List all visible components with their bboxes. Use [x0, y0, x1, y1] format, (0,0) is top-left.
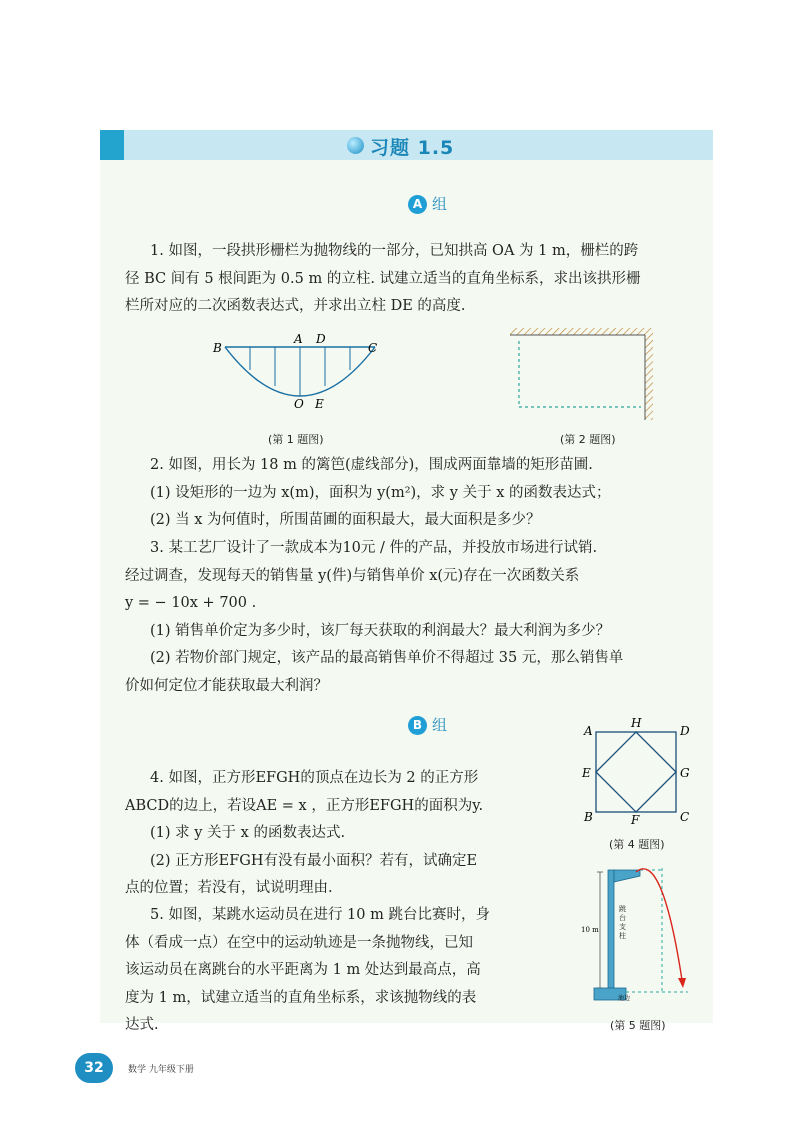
fig5-platform-label: 跳台支柱 — [619, 905, 626, 940]
fig4-label-a: A — [584, 724, 593, 738]
figure-1-caption: (第 1 题图) — [268, 433, 324, 446]
problem-2-line: 2. 如图，用长为 18 m 的篱笆(虚线部分)，围成两面靠墙的矩形苗圃. — [150, 457, 593, 473]
fig4-label-b: B — [584, 810, 593, 824]
problem-5-line: 该运动员在离跳台的水平距离为 1 m 处达到最高点，高 — [125, 962, 481, 978]
problem-4-line: ABCD的边上，若设AE = x ，正方形EFGH的面积为y. — [125, 797, 484, 814]
problem-5-line: 体（看成一点）在空中的运动轨迹是一条抛物线，已知 — [125, 934, 473, 951]
group-a-badge: A — [408, 195, 427, 214]
group-a-label: 组 — [432, 195, 448, 213]
problem-2 — [150, 452, 610, 535]
fig4-label-c: C — [680, 810, 690, 824]
group-b-heading — [408, 714, 447, 735]
problem-3-line: 经过调查，发现每天的销售量 y(件)与销售单价 x(元)存在一次函数关系 — [125, 567, 580, 584]
problem-4-question-1: (1) 求 y 关于 x 的函数表达式. — [150, 825, 346, 841]
figure-5-diving — [578, 860, 696, 1008]
problem-5-line: 5. 如图，某跳水运动员在进行 10 m 跳台比赛时，身 — [150, 907, 490, 923]
figure-5-caption: (第 5 题图) — [610, 1019, 666, 1032]
group-a-heading — [408, 193, 447, 214]
problem-3-question-2-cont: 价如何定位才能获取最大利润？ — [125, 677, 328, 694]
problem-1-line: 栏所对应的二次函数表达式，并求出立柱 DE 的高度. — [125, 298, 466, 314]
page-title: 习题 1.5 — [370, 137, 455, 159]
problem-1 — [125, 238, 641, 321]
figure-2-caption: (第 2 题图) — [560, 433, 616, 446]
fig1-label-b: B — [213, 341, 222, 355]
globe-icon — [347, 137, 364, 154]
problem-3 — [125, 535, 624, 700]
problem-5-line: 度为 1 m，试建立适当的直角坐标系，求该抛物线的表 — [125, 989, 477, 1006]
fig5-water-label: 池边 — [618, 995, 631, 1002]
figure-4-caption: (第 4 题图) — [609, 838, 665, 851]
problem-5 — [125, 902, 490, 1040]
fig1-label-a: A — [294, 332, 303, 346]
problem-4 — [125, 765, 484, 903]
problem-4-question-2-cont: 点的位置；若没有，试说明理由. — [125, 880, 333, 896]
running-title: 数学 九年级下册 — [128, 1065, 194, 1075]
fig1-label-c: C — [368, 341, 378, 355]
problem-3-question-2: (2) 若物价部门规定，该产品的最高销售单价不得超过 35 元，那么销售单 — [150, 650, 624, 666]
figure-4-squares — [578, 714, 696, 826]
problem-1-line: 1. 如图，一段拱形栅栏为抛物线的一部分，已知拱高 OA 为 1 m，栅栏的跨 — [150, 243, 639, 259]
fig1-label-e: E — [315, 397, 324, 410]
fig1-label-o: O — [294, 397, 304, 410]
figure-2-garden — [505, 325, 655, 425]
page-number: 32 — [75, 1053, 113, 1083]
problem-5-line: 达式. — [125, 1017, 159, 1033]
figure-1-arch-fence — [210, 330, 390, 410]
group-b-label: 组 — [432, 716, 448, 734]
fig4-label-e: E — [582, 766, 591, 780]
problem-1-line: 径 BC 间有 5 根间距为 0.5 m 的立柱. 试建立适当的直角坐标系，求出该拱形栅 — [125, 270, 641, 287]
fig4-label-h: H — [631, 716, 642, 730]
group-b-badge: B — [408, 716, 427, 735]
header-accent-block — [100, 130, 124, 160]
problem-4-line: 4. 如图，正方形EFGH的顶点在边长为 2 的正方形 — [150, 770, 479, 786]
fig1-label-d: D — [316, 332, 326, 346]
problem-2-question-2: (2) 当 x 为何值时，所围苗圃的面积最大，最大面积是多少？ — [150, 512, 541, 528]
problem-2-question-1: (1) 设矩形的一边为 x(m)，面积为 y(m²)，求 y 关于 x 的函数表达式； — [150, 484, 611, 501]
fig5-height-label: 10 m — [581, 926, 599, 934]
problem-3-question-1: (1) 销售单价定为多少时，该厂每天获取的利润最大？最大利润为多少？ — [150, 622, 611, 639]
fig4-label-g: G — [680, 766, 690, 780]
fig4-label-f: F — [631, 813, 640, 826]
problem-3-line: 3. 某工艺厂设计了一款成本为10元 / 件的产品，并投放市场进行试销. — [150, 540, 598, 556]
problem-4-question-2: (2) 正方形EFGH有没有最小面积？若有，试确定E — [150, 852, 478, 869]
fig4-label-d: D — [680, 724, 690, 738]
problem-3-equation: y = − 10x + 700 . — [125, 595, 257, 611]
